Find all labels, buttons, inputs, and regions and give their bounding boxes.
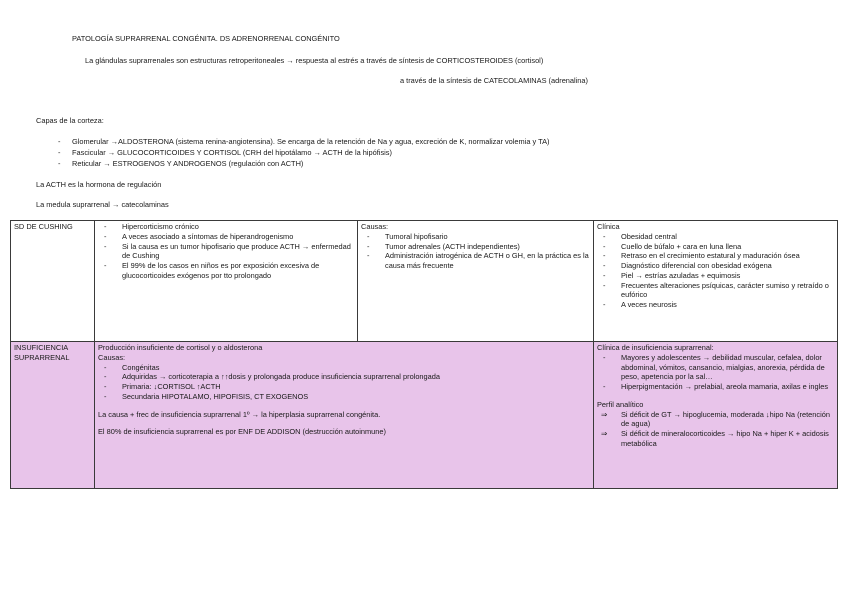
- list-item: ⇒ Si déficit de mineralocorticoides → hipo Na + hiper K + acidosis metabólica: [597, 429, 834, 449]
- list-item: - Congénitas: [98, 363, 590, 373]
- cushing-desc-cell: [95, 221, 358, 342]
- cushing-clinica-cell: [594, 221, 838, 342]
- page-title: PATOLOGÍA SUPRARRENAL CONGÉNITA. DS ADRENORRENAL CONGÉNITO: [72, 34, 340, 43]
- insuficiencia-clinica-label: Clínica de insuficiencia suprarrenal:: [597, 343, 714, 352]
- list-item: - Adquiridas → corticoterapia a ↑↑dosis y prolongada produce insuficiencia suprarrenal prolongada: [98, 372, 590, 382]
- capas-list: [58, 137, 549, 170]
- list-item: ⇒ Si déficit de GT → hipoglucemia, moderada ↓hipo Na (retención de agua): [597, 410, 834, 430]
- capa-reticular: - Reticular → ESTROGENOS Y ANDROGENOS (regulación con ACTH): [58, 159, 549, 170]
- capa-glomerular: - Glomerular →ALDOSTERONA (sistema renina-angiotensina). Se encarga de la retención de Na y agua, excreción de K, normalizar volemia y TA): [58, 137, 549, 148]
- capas-heading: Capas de la corteza:: [36, 116, 104, 125]
- list-item: - Obesidad central: [597, 232, 834, 242]
- table-row-cushing: [11, 221, 838, 342]
- list-item: - Secundaria HIPOTALAMO, HIPOFISIS, CT EXOGENOS: [98, 392, 590, 402]
- insuficiencia-name: INSUFICIENCIA SUPRARRENAL: [11, 342, 95, 489]
- list-item: - Tumoral hipofisario: [361, 232, 590, 242]
- list-item: - Piel → estrías azuladas + equimosis: [597, 271, 834, 281]
- list-item: - El 99% de los casos en niños es por exposición excesiva de glucocorticoides exógenos por tto prolongado: [98, 261, 354, 281]
- list-item: - Frecuentes alteraciones psíquicas, carácter sumiso y retraído o eufórico: [597, 281, 834, 301]
- cushing-clinica-label: Clínica: [597, 222, 620, 231]
- medula-note: La medula suprarrenal → catecolaminas: [36, 200, 169, 209]
- insuficiencia-line1: Producción insuficiente de cortisol y o aldosterona: [98, 343, 263, 352]
- cushing-name: SD DE CUSHING: [11, 221, 95, 342]
- list-item: - Tumor adrenales (ACTH independientes): [361, 242, 590, 252]
- list-item: - Mayores y adolescentes → debilidad muscular, cefalea, dolor abdominal, vómitos, cansancio, mialgias, anorexia, pérdida de peso, apetencia por la sal…: [597, 353, 834, 382]
- list-item: - Retraso en el crecimiento estatural y maduración ósea: [597, 251, 834, 261]
- list-item: - Primaria: ↓CORTISOL ↑ACTH: [98, 382, 590, 392]
- insuficiencia-clinica-cell: [594, 342, 838, 489]
- cushing-causas-label: Causas:: [361, 222, 389, 231]
- list-item: - Hiperpigmentación → prelabial, areola mamaria, axilas e ingles: [597, 382, 834, 392]
- list-item: - Administración iatrogénica de ACTH o GH, en la práctica es la causa más frecuente: [361, 251, 590, 271]
- list-item: - Si la causa es un tumor hipofisario que produce ACTH → enfermedad de Cushing: [98, 242, 354, 262]
- acth-note: La ACTH es la hormona de regulación: [36, 180, 162, 189]
- insuficiencia-note-1: La causa + frec de insuficiencia suprarrenal 1º → la hiperplasia suprarrenal congénita.: [98, 409, 381, 419]
- capa-fascicular: - Fascicular → GLUCOCORTICOIDES Y CORTISOL (CRH del hipotálamo → ACTH de la hipófisis): [58, 148, 549, 159]
- list-item: - Cuello de búfalo + cara en luna llena: [597, 242, 834, 252]
- insuficiencia-desc-cell: [95, 342, 594, 489]
- table-row-insuficiencia: [11, 342, 838, 489]
- intro-line-1: La glándulas suprarrenales son estructuras retroperitoneales → respuesta al estrés a través de síntesis de CORTICOSTEROIDES (cortisol): [85, 56, 544, 65]
- cushing-causas-cell: [358, 221, 594, 342]
- perfil-label: Perfil analítico: [597, 399, 644, 409]
- list-item: - A veces asociado a síntomas de hiperandrogenismo: [98, 232, 354, 242]
- list-item: - Hipercorticismo crónico: [98, 222, 354, 232]
- pathology-table: [10, 220, 838, 489]
- list-item: - Diagnóstico diferencial con obesidad exógena: [597, 261, 834, 271]
- insuficiencia-note-2: El 80% de insuficiencia suprarrenal es por ENF DE ADDISON (destrucción autoinmune): [98, 427, 386, 437]
- intro-line-2: a través de la síntesis de CATECOLAMINAS (adrenalina): [400, 76, 588, 85]
- list-item: - A veces neurosis: [597, 300, 834, 310]
- insuficiencia-causas-label: Causas:: [98, 352, 126, 362]
